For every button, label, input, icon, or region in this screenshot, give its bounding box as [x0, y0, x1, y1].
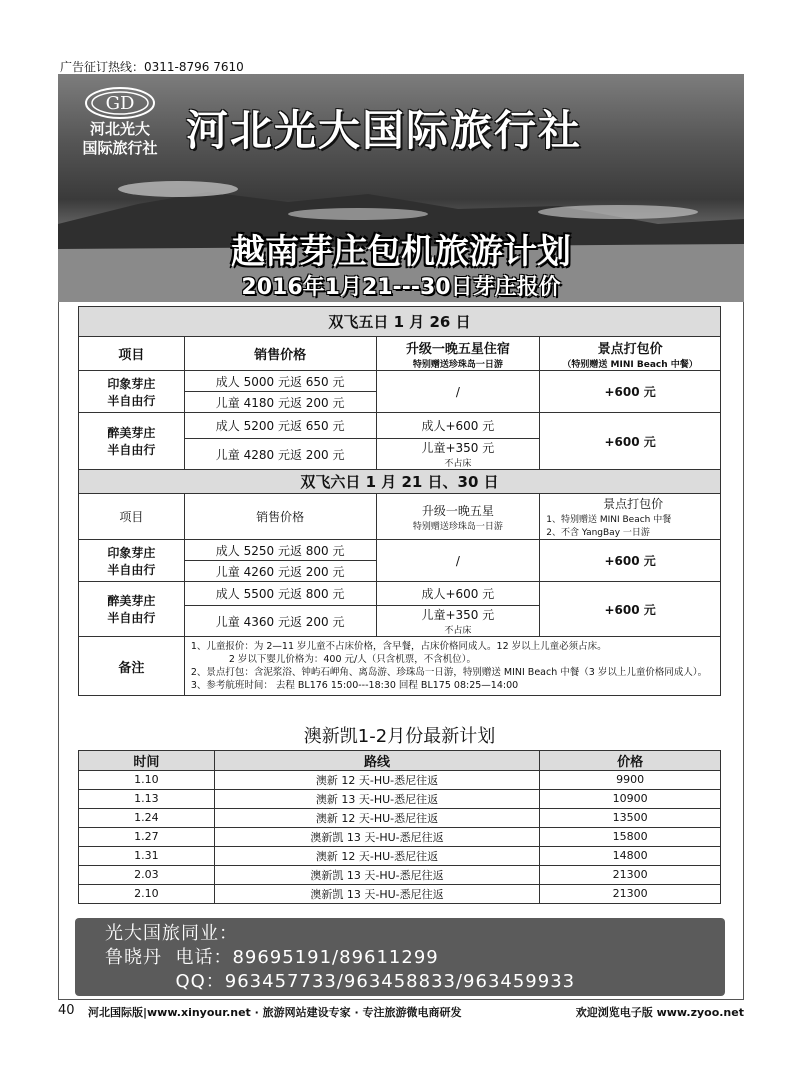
table-row: 1.24 澳新 12 天-HU-悉尼往返 13500 — [79, 808, 721, 827]
plan-title: 越南芽庄包机旅游计划 — [231, 232, 571, 272]
package-price: +600 元 — [540, 413, 721, 470]
col-upgrade: 升级一晚五星住宿 特别赠送珍珠岛一日游 — [376, 337, 540, 371]
australia-table — [78, 720, 721, 904]
item-cell: 醉美芽庄 半自由行 — [79, 582, 185, 637]
agency-name: 河北光大国际旅行社 — [186, 106, 583, 155]
package-price: +600 元 — [540, 371, 721, 413]
adult-price: 成人 5200 元返 650 元 — [184, 413, 376, 439]
package-price: +600 元 — [540, 540, 721, 582]
contact-line1: 光大国旅同业： — [105, 923, 238, 944]
col-time: 时间 — [79, 750, 215, 770]
svg-text:GD: GD — [105, 93, 135, 114]
col-price: 销售价格 — [184, 494, 376, 540]
child-price: 儿童 4280 元返 200 元 — [184, 439, 376, 470]
section2-heading: 双飞六日 1 月 21 日、30 日 — [79, 470, 721, 494]
table-row: 2.03 澳新凯 13 天-HU-悉尼往返 21300 — [79, 865, 721, 884]
gd-logo-icon — [83, 86, 157, 120]
table-row: 2.10 澳新凯 13 天-HU-悉尼往返 21300 — [79, 884, 721, 903]
table-row: 1.27 澳新凯 13 天-HU-悉尼往返 15800 — [79, 827, 721, 846]
child-price: 儿童 4360 元返 200 元 — [184, 606, 376, 637]
logo-line2: 国际旅行社 — [82, 139, 158, 157]
adult-price: 成人 5500 元返 800 元 — [184, 582, 376, 606]
footer-right: 欢迎浏览电子版 www.zyoo.net — [575, 1006, 744, 1019]
table-row: 1.10 澳新 12 天-HU-悉尼往返 9900 — [79, 770, 721, 789]
upgrade-cell: / — [376, 540, 540, 582]
col-price: 价格 — [540, 750, 721, 770]
col-package: 景点打包价 （特别赠送 MINI Beach 中餐） — [540, 337, 721, 371]
upgrade-child: 儿童+350 元 不占床 — [376, 606, 540, 637]
contact-qq: QQ：963457733/963458833/963459933 — [105, 971, 576, 992]
adult-price: 成人 5250 元返 800 元 — [184, 540, 376, 561]
col-upgrade: 升级一晚五星 特别赠送珍珠岛一日游 — [376, 494, 540, 540]
item-cell: 醉美芽庄 半自由行 — [79, 413, 185, 470]
page-number: 40 — [58, 1003, 75, 1018]
contact-box — [75, 918, 725, 996]
package-price: +600 元 — [540, 582, 721, 637]
item-cell: 印象芽庄 半自由行 — [79, 371, 185, 413]
banner — [58, 74, 744, 302]
hotline: 广告征订热线：0311-8796 7610 — [60, 60, 244, 74]
contact-phone: 鲁晓丹 电话：89695191/89611299 — [105, 947, 439, 968]
child-price: 儿童 4180 元返 200 元 — [184, 392, 376, 413]
remarks-text: 1、儿童报价：为 2—11 岁儿童不占床价格，含早餐，占床价格同成人。12 岁以上儿童必须占床。 2 岁以下婴儿价格为：400 元/人（只含机票，不含机位）。 2、景点打包：含泥浆浴、钟屿石岬角、离岛游、珍珠岛一日游，特别赠送 MINI Beach 中餐（3 岁以上儿童价格同成人）。 3、参考航班时间： 去程 BL176 15:00---18:30 回程 BL175 08:25—14:00 — [184, 637, 720, 696]
logo-line1: 河北光大 — [89, 120, 150, 138]
upgrade-cell: / — [376, 371, 540, 413]
item-cell: 印象芽庄 半自由行 — [79, 540, 185, 582]
section1-heading: 双飞五日 1 月 26 日 — [79, 307, 721, 337]
adult-price: 成人 5000 元返 650 元 — [184, 371, 376, 392]
col-route: 路线 — [214, 750, 539, 770]
col-price: 销售价格 — [184, 337, 376, 371]
upgrade-child: 儿童+350 元 不占床 — [376, 439, 540, 470]
australia-title: 澳新凯1-2月份最新计划 — [79, 720, 721, 750]
table-row: 1.31 澳新 12 天-HU-悉尼往返 14800 — [79, 846, 721, 865]
nhatrang-price-table — [78, 306, 721, 696]
child-price: 儿童 4260 元返 200 元 — [184, 561, 376, 582]
table-row: 1.13 澳新 13 天-HU-悉尼往返 10900 — [79, 789, 721, 808]
upgrade-adult: 成人+600 元 — [376, 413, 540, 439]
logo — [72, 86, 168, 158]
col-package: 景点打包价 1、特别赠送 MINI Beach 中餐 2、不含 YangBay 一日游 — [540, 494, 721, 540]
plan-subtitle: 2016年1月21---30日芽庄报价 — [241, 275, 561, 300]
col-item: 项目 — [79, 494, 185, 540]
footer-left: 河北国际版|www.xinyour.net · 旅游网站建设专家 · 专注旅游微电商研发 — [88, 1006, 462, 1019]
upgrade-adult: 成人+600 元 — [376, 582, 540, 606]
col-item: 项目 — [79, 337, 185, 371]
remarks-label: 备注 — [79, 637, 185, 696]
